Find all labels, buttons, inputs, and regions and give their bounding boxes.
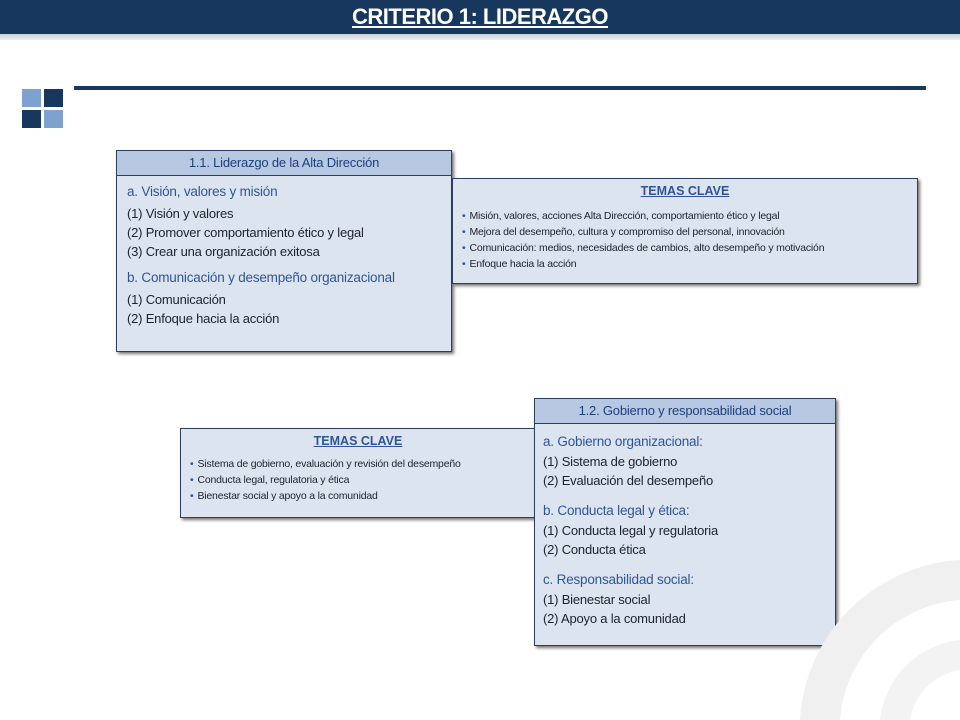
list-item: • Bienestar social y apoyo a la comunidad — [190, 490, 378, 502]
section-title-b: b. Comunicación y desempeño organizacional — [127, 270, 395, 285]
bullet-icon: • — [190, 458, 194, 470]
grid-logo-icon — [22, 89, 64, 129]
section-title-a: a. Visión, valores y misión — [127, 184, 278, 199]
section-title-a: a. Gobierno organizacional: — [543, 434, 703, 449]
list-item: (2) Enfoque hacia la acción — [127, 311, 280, 326]
temas-clave-title: TEMAS CLAVE — [313, 434, 403, 448]
section-title-b: b. Conducta legal y ética: — [543, 503, 690, 518]
list-item: (2) Apoyo a la comunidad — [543, 611, 686, 626]
bullet-icon: • — [462, 242, 466, 254]
list-item: (1) Visión y valores — [127, 206, 234, 221]
bullet-icon: • — [190, 490, 194, 502]
list-item: • Comunicación: medios, necesidades de cambios, alto desempeño y motivación — [462, 242, 825, 254]
list-item: (2) Conducta ética — [543, 542, 646, 557]
temas-clave-box-2 — [180, 428, 536, 518]
list-item: • Misión, valores, acciones Alta Dirección, comportamiento ético y legal — [462, 210, 780, 222]
list-item: • Sistema de gobierno, evaluación y revisión del desempeño — [190, 458, 461, 470]
list-item: (2) Evaluación del desempeño — [543, 473, 714, 488]
list-item: (1) Bienestar social — [543, 592, 651, 607]
box-header: 1.2. Gobierno y responsabilidad social — [535, 399, 835, 424]
box-header: 1.1. Liderazgo de la Alta Dirección — [117, 151, 451, 176]
temas-clave-title: TEMAS CLAVE — [640, 184, 730, 198]
list-item: (1) Sistema de gobierno — [543, 454, 678, 469]
list-item: (2) Promover comportamiento ético y legal — [127, 225, 364, 240]
temas-clave-box-1 — [452, 178, 918, 284]
list-item: • Enfoque hacia la acción — [462, 258, 577, 270]
title-stripe — [0, 34, 960, 40]
watermark-ring-icon — [780, 540, 960, 720]
header-rule — [74, 86, 926, 90]
bullet-icon: • — [462, 210, 466, 222]
bullet-icon: • — [462, 258, 466, 270]
slide-title: CRITERIO 1: LIDERAZGO — [352, 4, 608, 29]
bullet-icon: • — [190, 474, 194, 486]
list-item: • Conducta legal, regulatoria y ética — [190, 474, 350, 486]
list-item: • Mejora del desempeño, cultura y compromiso del personal, innovación — [462, 226, 785, 238]
list-item: (3) Crear una organización exitosa — [127, 244, 320, 259]
box-liderazgo-alta-direccion — [116, 150, 452, 352]
list-item: (1) Conducta legal y regulatoria — [543, 523, 718, 538]
section-title-c: c. Responsabilidad social: — [543, 572, 694, 587]
bullet-icon: • — [462, 226, 466, 238]
list-item: (1) Comunicación — [127, 292, 226, 307]
